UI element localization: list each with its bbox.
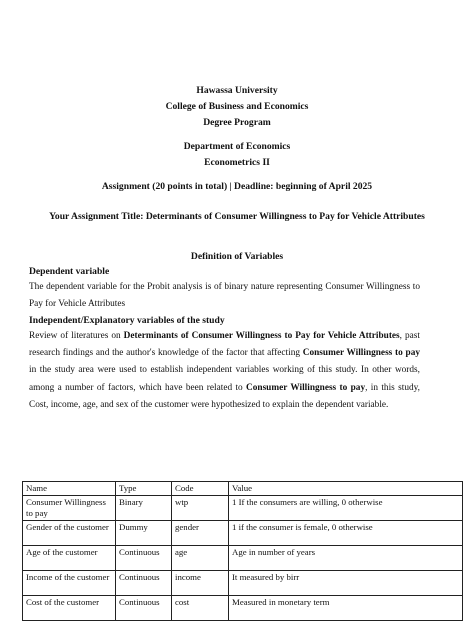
- independent-bold-1: Determinants of Consumer Willingness to Pay for Vehicle Attributes: [123, 331, 400, 341]
- variables-table: [22, 481, 463, 621]
- header-name: Name: [23, 482, 116, 496]
- program-name: Degree Program: [203, 117, 271, 128]
- cell-value: Age in number of years: [229, 546, 463, 571]
- cell-type: Binary: [116, 496, 172, 521]
- definition-heading: Definition of Variables: [190, 251, 284, 262]
- university-name: Hawassa University: [196, 85, 278, 96]
- independent-text-4: , in this study, Cost, income, age, and sex of the customer were hypothesized to explain the dependent variable.: [29, 382, 420, 410]
- table-row: [23, 546, 463, 571]
- cell-type: Continuous: [116, 571, 172, 596]
- dependent-heading: Dependent variable: [29, 266, 110, 277]
- cell-name: Income of the customer: [23, 571, 116, 596]
- cell-value: 1 if the consumer is female, 0 otherwise: [229, 521, 463, 546]
- table-row: [23, 521, 463, 546]
- cell-type: Continuous: [116, 546, 172, 571]
- independent-bold-2: Consumer Willingness to pay: [302, 348, 420, 359]
- header-code: Code: [172, 482, 229, 496]
- table-row: [23, 596, 463, 621]
- course-name: Econometrics II: [204, 157, 270, 168]
- assignment-line: Assignment (20 points in total) | Deadline: beginning of April 2025: [101, 181, 373, 192]
- independent-bold-3: Consumer Willingness to pay: [246, 382, 366, 393]
- independent-paragraph: [29, 328, 420, 414]
- cell-value: 1 If the consumers are willing, 0 otherwise: [229, 496, 463, 521]
- cell-code: age: [172, 546, 229, 571]
- independent-text-1: Review of literatures on: [29, 331, 124, 341]
- cell-name: Cost of the customer: [23, 596, 116, 621]
- assignment-title: Your Assignment Title: Determinants of Consumer Willingness to Pay for Vehicle Attributes: [49, 211, 425, 222]
- college-name: College of Business and Economics: [165, 101, 309, 112]
- cell-value: It measured by birr: [229, 571, 463, 596]
- cell-code: income: [172, 571, 229, 596]
- independent-text-2: , past research findings and the author's knowledge of the factor that affecting: [29, 331, 420, 359]
- table-header-row: [23, 482, 463, 496]
- department-name: Department of Economics: [183, 141, 291, 152]
- cell-value: Measured in monetary term: [229, 596, 463, 621]
- header-value: Value: [229, 482, 463, 496]
- table-row: [23, 496, 463, 521]
- cell-name: Consumer Willingness to pay: [23, 496, 116, 521]
- cell-type: Dummy: [116, 521, 172, 546]
- table-row: [23, 571, 463, 596]
- cell-name: Gender of the customer: [23, 521, 116, 546]
- dependent-paragraph: The dependent variable for the Probit analysis is of binary nature representing Consumer Willingness to Pay for Vehicle Attributes: [29, 282, 420, 310]
- header-type: Type: [116, 482, 172, 496]
- cell-name: Age of the customer: [23, 546, 116, 571]
- cell-code: cost: [172, 596, 229, 621]
- cell-type: Continuous: [116, 596, 172, 621]
- independent-text-3: in the study area were used to establish independent variables working of this study. In other words, among a number of factors, which have been related to: [29, 365, 420, 393]
- cell-code: gender: [172, 521, 229, 546]
- independent-heading: Independent/Explanatory variables of the study: [29, 315, 225, 326]
- cell-code: wtp: [172, 496, 229, 521]
